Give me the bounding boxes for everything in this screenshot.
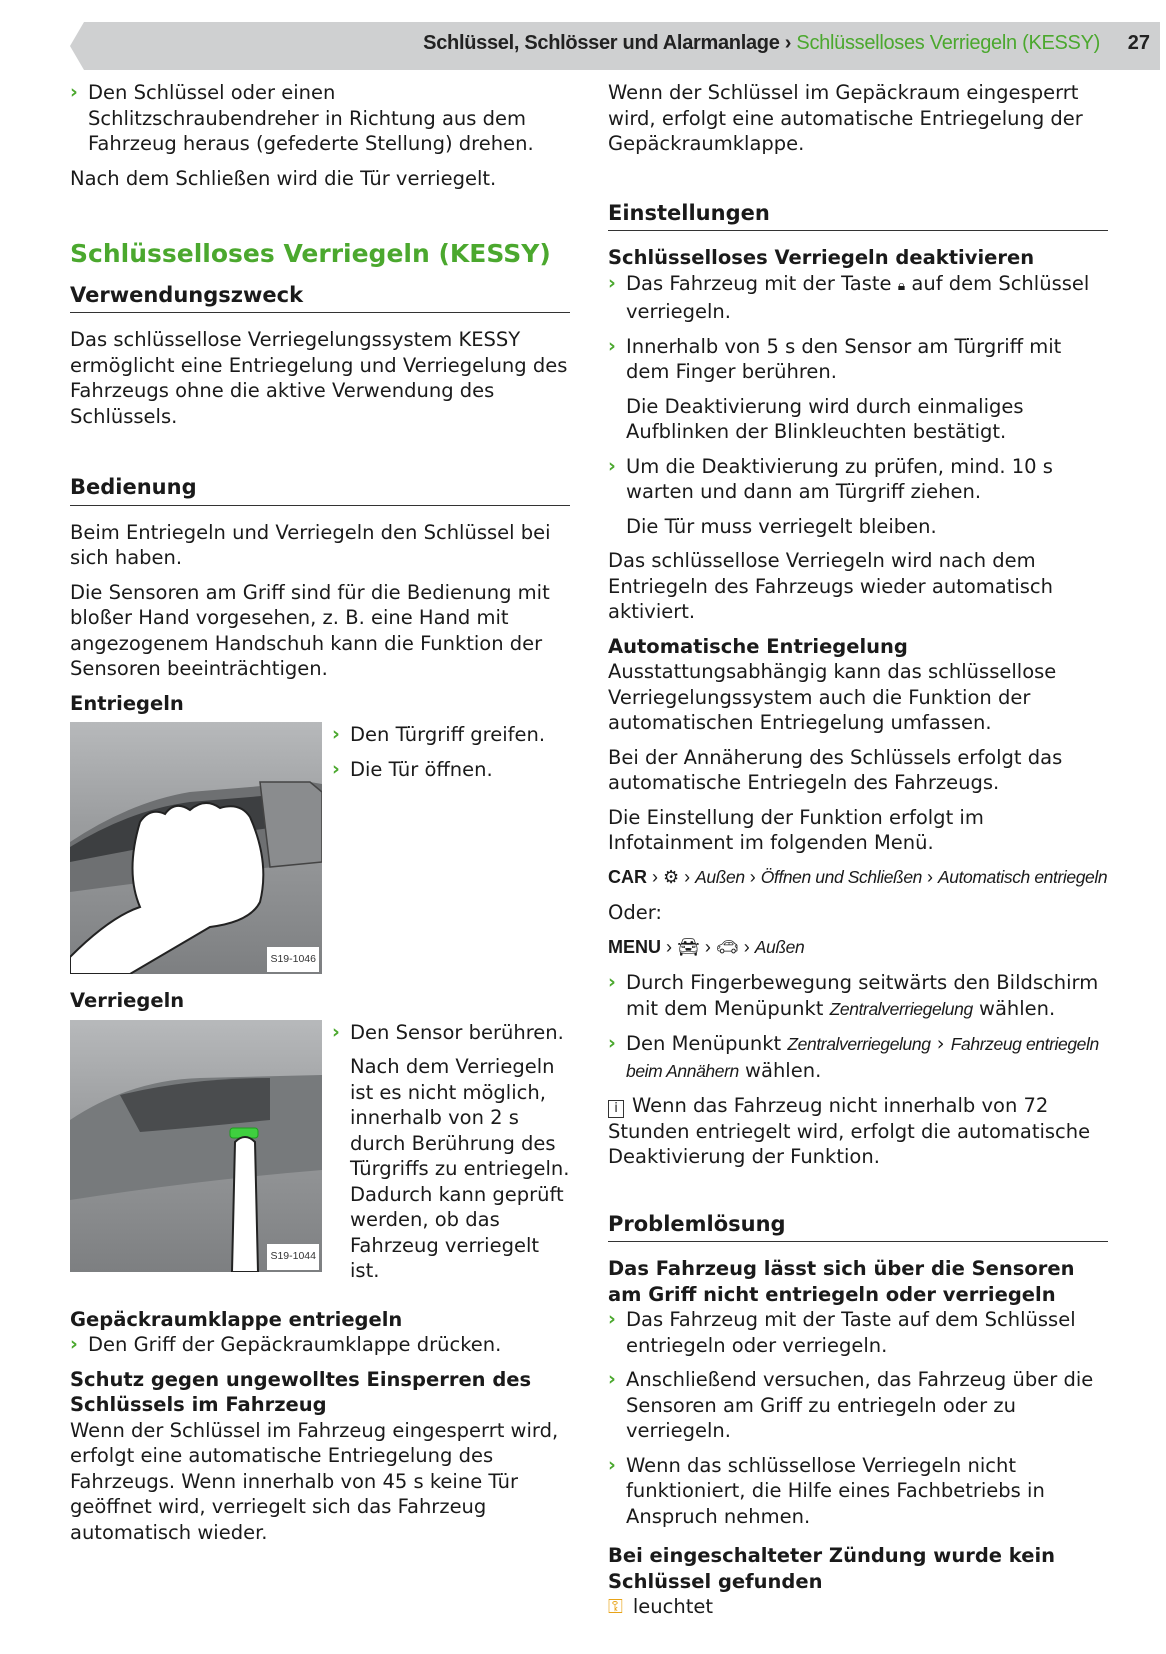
list-item <box>608 454 1108 505</box>
list-item-text: Das Fahrzeug mit der Taste auf dem Schlüssel entriegeln oder verriegeln. <box>626 1308 1076 1357</box>
paragraph: Wenn der Schlüssel im Fahrzeug eingesperrt wird, erfolgt eine automatische Entriegelung des Fahrzeugs. Wenn innerhalb von 45 s keine Tür geöffnet wird, verriegelt sich das Fahrzeug automatisch wieder. <box>70 1418 559 1544</box>
car-settings-icon: 🚗︎ <box>715 936 739 957</box>
section-title: Schlüsselloses Verriegeln (KESSY) <box>70 239 551 268</box>
paragraph: Beim Entriegeln und Verriegeln den Schlüssel bei sich haben. <box>70 520 551 569</box>
left-column <box>70 80 570 1554</box>
breadcrumb-section: Schlüsselloses Verriegeln (KESSY) <box>796 32 1100 54</box>
paragraph: Wenn der Schlüssel im Gepäckraum eingesperrt wird, erfolgt eine automatische Entriegelung der Gepäckraumklappe. <box>608 81 1083 155</box>
list-item-text: auf dem Schlüssel verriegeln. <box>626 271 1090 323</box>
list-item-text: Um die Deaktivierung zu prüfen, mind. 10 s warten und dann am Türgriff ziehen. <box>626 454 1053 503</box>
list-item-text: Anschließend versuchen, das Fahrzeug über die Sensoren am Griff zu entriegeln oder zu verriegeln. <box>626 1368 1094 1442</box>
chevron-icon: › <box>70 1333 78 1355</box>
right-column <box>608 80 1108 1629</box>
menu-item: Öffnen und Schließen <box>760 866 922 887</box>
chevron-icon: › <box>608 334 616 357</box>
door-handle-finger-illustration <box>70 1020 322 1272</box>
list-item-text: Durch Fingerbewegung seitwärts den Bildschirm mit dem Menüpunkt <box>626 971 1099 1020</box>
list-item <box>332 1020 570 1046</box>
heading-trouble-sensors: Das Fahrzeug lässt sich über die Sensoren am Griff nicht entriegeln oder verriegeln <box>608 1257 1075 1306</box>
heading-auto-unlock: Automatische Entriegelung <box>608 634 908 658</box>
lock-icon: 🔒︎ <box>897 277 906 294</box>
menu-root: MENU <box>608 936 661 957</box>
list-item-text: Den Griff der Gepäckraumklappe drücken. <box>88 1333 502 1356</box>
paragraph: Die Einstellung der Funktion erfolgt im Infotainment im folgenden Menü. <box>608 805 984 854</box>
paragraph: Die Tür muss verriegelt bleiben. <box>626 514 937 538</box>
list-item <box>608 1453 1108 1530</box>
list-item-text: Innerhalb von 5 s den Sensor am Türgriff mit dem Finger berühren. <box>626 334 1062 383</box>
page-header <box>70 22 1160 70</box>
key-warning-icon: ⚿ <box>608 1595 623 1618</box>
paragraph-text: leuchtet <box>632 1595 713 1618</box>
list-item <box>608 1367 1108 1444</box>
paragraph: Oder: <box>608 901 662 924</box>
figure-lock <box>70 1020 570 1293</box>
list-item <box>608 334 1108 385</box>
paragraph: Bei der Annäherung des Schlüssels erfolgt das automatische Entriegeln des Fahrzeugs. <box>608 745 1063 794</box>
chevron-icon: › <box>608 1453 616 1476</box>
paragraph: Die Deaktivierung wird durch einmaliges Aufblinken der Blinkleuchten bestätigt. <box>626 394 1024 443</box>
heading-protection: Schutz gegen ungewolltes Einsperren des Schlüssels im Fahrzeug <box>70 1367 532 1416</box>
paragraph: Nach dem Schließen wird die Tür verriegelt. <box>70 166 497 190</box>
chevron-icon: › <box>332 723 340 745</box>
figure-unlock <box>70 722 570 974</box>
list-item-text: Den Schlüssel oder einen Schlitzschraubendreher in Richtung aus dem Fahrzeug heraus (gefederte Stellung) drehen. <box>88 81 534 155</box>
paragraph: Nach dem Verriegeln ist es nicht möglich, innerhalb von 2 s durch Berührung des Türgriffs zu entriegeln. Dadurch kann geprüft werden, ob das Fahrzeug verriegelt ist. <box>350 1055 570 1282</box>
breadcrumb <box>423 32 1100 55</box>
list-item-text: Den Türgriff greifen. <box>350 723 546 746</box>
paragraph <box>608 1594 1108 1620</box>
info-note-text: Wenn das Fahrzeug nicht innerhalb von 72 Stunden entriegelt wird, erfolgt die automatische Deaktivierung der Funktion. <box>608 1094 1091 1168</box>
chevron-icon: › <box>608 1368 616 1390</box>
list-item <box>332 757 570 783</box>
paragraph: Die Sensoren am Griff sind für die Bedienung mit bloßer Hand vorgesehen, z. B. eine Hand mit angezogenem Handschuh kann die Funktion der Sensoren beeinträchtigen. <box>70 580 550 680</box>
menu-path-car: CAR › ⚙ › Außen › Öffnen und Schließen › Automatisch entriegeln <box>608 866 1108 887</box>
menu-item: Automatisch entriegeln <box>937 866 1108 887</box>
list-item <box>70 1332 570 1358</box>
list-item-text: Die Tür öffnen. <box>350 757 493 781</box>
car-icon: 🚘︎ <box>677 936 700 957</box>
list-item <box>608 271 1108 325</box>
chevron-icon: › <box>608 271 616 294</box>
list-item-text: wählen. <box>979 996 1056 1020</box>
heading-operation: Bedienung <box>70 475 570 506</box>
paragraph: Das schlüssellose Verriegeln wird nach dem Entriegeln des Fahrzeugs wieder automatisch aktiviert. <box>608 549 1054 623</box>
menu-item: Außen <box>695 866 745 887</box>
figure-id: S19-1044 <box>267 1244 319 1270</box>
menu-item: Zentralverriegelung <box>829 998 973 1019</box>
menu-path-menu: MENU › 🚘︎ › 🚗︎ › Außen <box>608 936 805 957</box>
list-item-text: Das Fahrzeug mit der Taste <box>626 271 892 295</box>
info-icon: i <box>608 1100 624 1118</box>
chevron-icon: › <box>332 1020 340 1043</box>
list-item <box>608 970 1108 1022</box>
chevron-icon: › <box>608 971 616 993</box>
menu-item: Fahrzeug entriegeln beim Annähern <box>626 1034 1099 1081</box>
list-item-text: Wenn das schlüssellose Verriegeln nicht funktioniert, die Hilfe eines Fachbetriebs in Anspruch nehmen. <box>626 1453 1045 1528</box>
chevron-icon: › <box>608 454 616 477</box>
list-item <box>332 722 570 748</box>
heading-deactivate: Schlüsselloses Verriegeln deaktivieren <box>608 246 1035 269</box>
paragraph: Das schlüssellose Verriegelungssystem KESSY ermöglicht eine Entriegelung und Verriegelung des Fahrzeugs ohne die aktive Verwendung des Schlüssels. <box>70 328 568 428</box>
heading-settings: Einstellungen <box>608 201 1108 232</box>
chevron-icon: › <box>332 757 340 780</box>
heading-purpose: Verwendungszweck <box>70 283 570 314</box>
menu-item: Zentralverriegelung <box>787 1034 931 1054</box>
breadcrumb-chapter: Schlüssel, Schlösser und Alarmanlage <box>423 32 780 54</box>
chevron-icon: › <box>608 1032 616 1054</box>
heading-trunk: Gepäckraumklappe entriegeln <box>70 1307 403 1331</box>
heading-trouble-no-key: Bei eingeschalteter Zündung wurde kein Schlüssel gefunden <box>608 1544 1056 1593</box>
heading-unlock: Entriegeln <box>70 691 184 715</box>
chevron-icon: › <box>70 81 78 103</box>
menu-item: Außen <box>754 936 805 957</box>
page-number: 27 <box>1127 32 1150 54</box>
list-item-text: Den Sensor berühren. <box>350 1020 564 1044</box>
list-item <box>608 1307 1108 1358</box>
list-item-text: wählen. <box>745 1058 822 1082</box>
menu-root: CAR <box>608 866 647 887</box>
list-item: › Den Menüpunkt Zentralverriegelung › Fahrzeug entriegeln beim Annähern wählen. <box>608 1031 1108 1084</box>
list-item-text: Den Menüpunkt <box>626 1032 782 1055</box>
list-item <box>70 80 570 157</box>
settings-gear-icon: ⚙ <box>663 866 680 887</box>
info-note <box>608 1093 1108 1170</box>
breadcrumb-separator: › <box>779 32 797 54</box>
heading-troubleshooting: Problemlösung <box>608 1212 1108 1243</box>
door-handle-hand-illustration <box>70 722 322 974</box>
figure-id: S19-1046 <box>267 947 319 973</box>
chevron-icon: › <box>608 1308 616 1330</box>
paragraph: Ausstattungsabhängig kann das schlüssellose Verriegelungssystem auch die Funktion der automatischen Entriegelung umfassen. <box>608 660 1057 734</box>
heading-lock: Verriegeln <box>70 989 185 1012</box>
